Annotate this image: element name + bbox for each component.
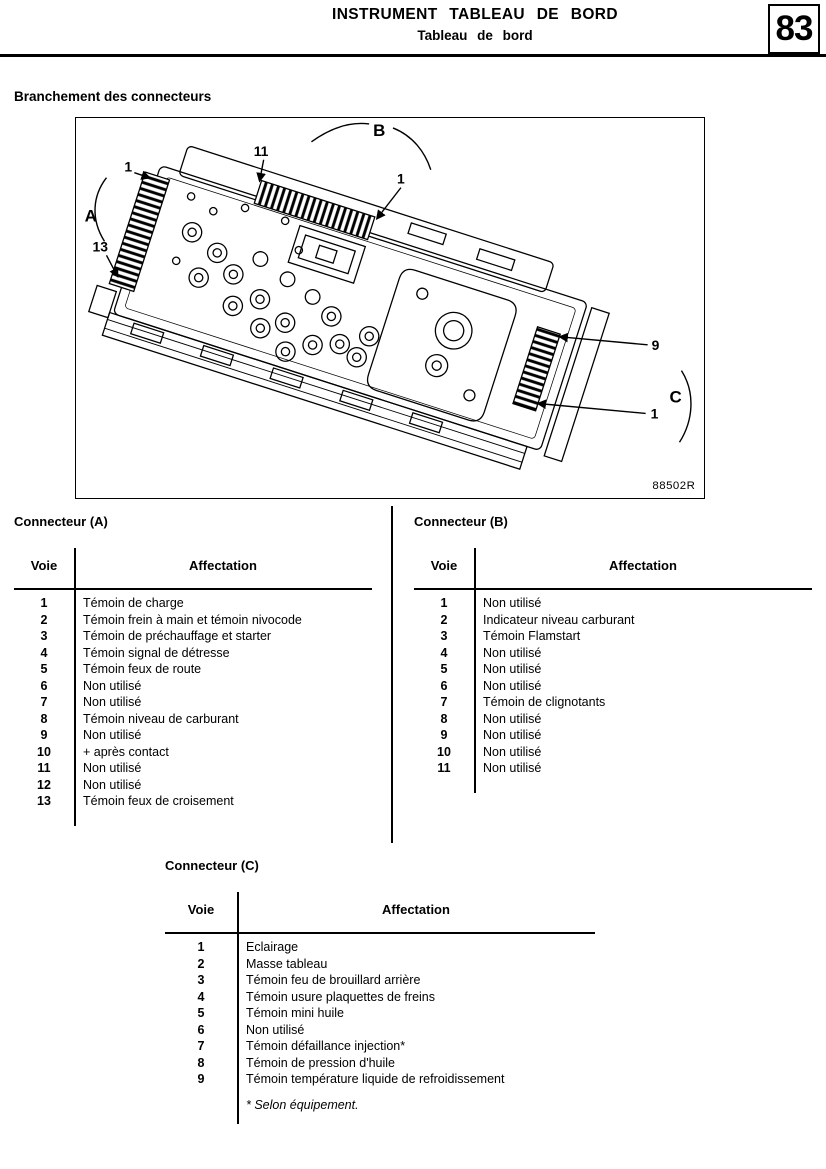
voie-cell: 6: [197, 1022, 205, 1037]
table-row: [14, 661, 372, 678]
voie-cell: 2: [440, 612, 448, 627]
voie-cell: 6: [440, 678, 448, 693]
affectation-cell: Témoin de pression d'huile: [246, 1055, 395, 1070]
voie-cell: 1: [440, 596, 448, 610]
table-title: Connecteur (B): [414, 514, 508, 529]
table-row: [165, 1005, 595, 1022]
table-row: [165, 1022, 595, 1039]
page-title: INSTRUMENT TABLEAU DE BORD: [332, 6, 618, 23]
column-header-affectation: Affectation: [609, 558, 677, 573]
affectation-cell: Eclairage: [246, 940, 299, 954]
affectation-cell: Témoin Flamstart: [483, 629, 581, 643]
table-title: Connecteur (A): [14, 514, 108, 529]
table-row: [165, 989, 595, 1006]
voie-cell: 4: [197, 989, 205, 1004]
voie-cell: 13: [37, 794, 51, 808]
affectation-cell: Non utilisé: [83, 678, 142, 693]
column-divider: [237, 892, 239, 1124]
table-row: [165, 939, 595, 956]
affectation-cell: Non utilisé: [246, 1022, 305, 1037]
affectation-cell: Témoin mini huile: [246, 1006, 344, 1020]
affectation-cell: Témoin signal de détresse: [83, 645, 230, 660]
table-rows: [14, 590, 372, 810]
voie-cell: 7: [197, 1039, 205, 1053]
header-rule: [0, 54, 826, 57]
voie-cell: 11: [437, 761, 451, 775]
pin-label-a-last: 13: [92, 238, 109, 255]
table-row: [165, 1038, 595, 1055]
affectation-cell: Non utilisé: [83, 777, 142, 792]
table-row: [165, 956, 595, 973]
voie-cell: 5: [197, 1006, 205, 1020]
instrument-cluster-diagram: [76, 118, 704, 498]
pin-label-b-last: 1: [396, 170, 405, 187]
figure-reference: 88502R: [652, 480, 696, 493]
table-row: [14, 793, 372, 810]
pin-label-a-first: 1: [124, 158, 133, 175]
connector-b-table: [414, 552, 812, 777]
voie-cell: 10: [37, 744, 51, 759]
connector-c-section: [165, 858, 595, 1120]
voie-cell: 3: [197, 973, 205, 987]
affectation-cell: Non utilisé: [483, 761, 542, 775]
label-connector-b: B: [373, 120, 386, 140]
section-heading: Branchement des connecteurs: [14, 89, 212, 104]
connector-a-section: [14, 514, 372, 810]
affectation-cell: Témoin frein à main et témoin nivocode: [83, 612, 302, 627]
voie-cell: 5: [440, 662, 448, 676]
voie-cell: 4: [440, 645, 448, 660]
voie-cell: 1: [197, 940, 205, 954]
affectation-cell: Témoin de préchauffage et starter: [83, 629, 272, 643]
affectation-cell: Non utilisé: [83, 728, 142, 742]
voie-cell: 8: [440, 711, 448, 726]
page-header: [125, 6, 825, 43]
column-divider: [74, 548, 76, 826]
section-divider: [391, 506, 393, 843]
table-row: [14, 595, 372, 612]
column-header-voie: Voie: [430, 558, 458, 573]
affectation-cell: Témoin feu de brouillard arrière: [246, 973, 421, 987]
affectation-cell: Témoin niveau de carburant: [83, 711, 239, 726]
affectation-cell: Témoin de clignotants: [483, 695, 606, 709]
pin-label-c-last: 1: [650, 405, 659, 422]
voie-cell: 1: [40, 596, 48, 610]
voie-cell: 2: [197, 956, 205, 971]
affectation-cell: Non utilisé: [483, 744, 542, 759]
affectation-cell: Non utilisé: [83, 695, 142, 709]
affectation-cell: Témoin de charge: [83, 596, 184, 610]
voie-cell: 9: [40, 728, 48, 742]
table-row: [165, 1055, 595, 1072]
pin-label-b-first: 11: [253, 142, 269, 159]
table-row: [14, 612, 372, 629]
affectation-cell: Témoin feux de croisement: [83, 794, 234, 808]
bracket-b-left: [311, 123, 369, 141]
affectation-cell: Non utilisé: [483, 596, 542, 610]
affectation-cell: Non utilisé: [483, 728, 542, 742]
affectation-cell: Non utilisé: [483, 711, 542, 726]
table-row: [14, 727, 372, 744]
table-row: [14, 744, 372, 761]
page-subtitle: Tableau de bord: [417, 28, 533, 43]
voie-cell: 11: [37, 761, 51, 775]
table-title: Connecteur (C): [165, 858, 259, 873]
column-divider: [474, 548, 476, 793]
right-outer-rail: [544, 308, 609, 462]
label-connector-a: A: [84, 206, 97, 226]
figure-frame: [75, 117, 705, 499]
column-header-voie: Voie: [187, 902, 215, 917]
affectation-cell: Témoin feux de route: [83, 662, 202, 676]
table-row: [14, 628, 372, 645]
voie-cell: 3: [40, 629, 48, 643]
affectation-cell: + après contact: [83, 744, 169, 759]
connector-a-table: [14, 552, 372, 810]
table-rows: [165, 934, 595, 1088]
column-header-affectation: Affectation: [189, 558, 257, 573]
connector-c-table: [165, 896, 595, 1120]
connector-b-section: [414, 514, 812, 777]
affectation-cell: Masse tableau: [246, 956, 328, 971]
voie-cell: 3: [440, 629, 448, 643]
affectation-cell: Non utilisé: [483, 645, 542, 660]
table-row: [14, 694, 372, 711]
leader-lines: [92, 120, 691, 442]
column-header-voie: Voie: [30, 558, 58, 573]
connector-a-strip: [109, 172, 169, 291]
table-row: [165, 1071, 595, 1088]
affectation-cell: Non utilisé: [483, 662, 542, 676]
connector-c-strip: [513, 327, 560, 411]
bracket-b-right: [393, 128, 431, 170]
voie-cell: 9: [440, 728, 448, 742]
footnote: * Selon équipement.: [246, 1097, 359, 1112]
table-row: [14, 760, 372, 777]
label-connector-c: C: [669, 387, 682, 407]
table-row: [14, 645, 372, 662]
voie-cell: 7: [40, 695, 48, 709]
table-row: [14, 678, 372, 695]
voie-cell: 8: [40, 711, 48, 726]
voie-cell: 12: [37, 777, 51, 792]
voie-cell: 2: [40, 612, 48, 627]
voie-cell: 6: [40, 678, 48, 693]
pin-label-c-first: 9: [651, 336, 660, 353]
voie-cell: 8: [197, 1055, 205, 1070]
page-number-badge: 83: [768, 4, 820, 54]
table-row: [14, 777, 372, 794]
affectation-cell: Non utilisé: [483, 678, 542, 693]
voie-cell: 9: [197, 1072, 205, 1086]
cluster-body: [83, 132, 619, 481]
affectation-cell: Témoin température liquide de refroidissement: [246, 1072, 505, 1086]
voie-cell: 7: [440, 695, 448, 709]
affectation-cell: Témoin usure plaquettes de freins: [246, 989, 435, 1004]
voie-cell: 10: [437, 744, 451, 759]
voie-cell: 5: [40, 662, 48, 676]
table-row: [14, 711, 372, 728]
column-header-affectation: Affectation: [382, 902, 450, 917]
affectation-cell: Non utilisé: [83, 761, 142, 775]
affectation-cell: Témoin défaillance injection*: [246, 1039, 406, 1053]
table-row: [165, 972, 595, 989]
affectation-cell: Indicateur niveau carburant: [483, 612, 635, 627]
voie-cell: 4: [40, 645, 48, 660]
